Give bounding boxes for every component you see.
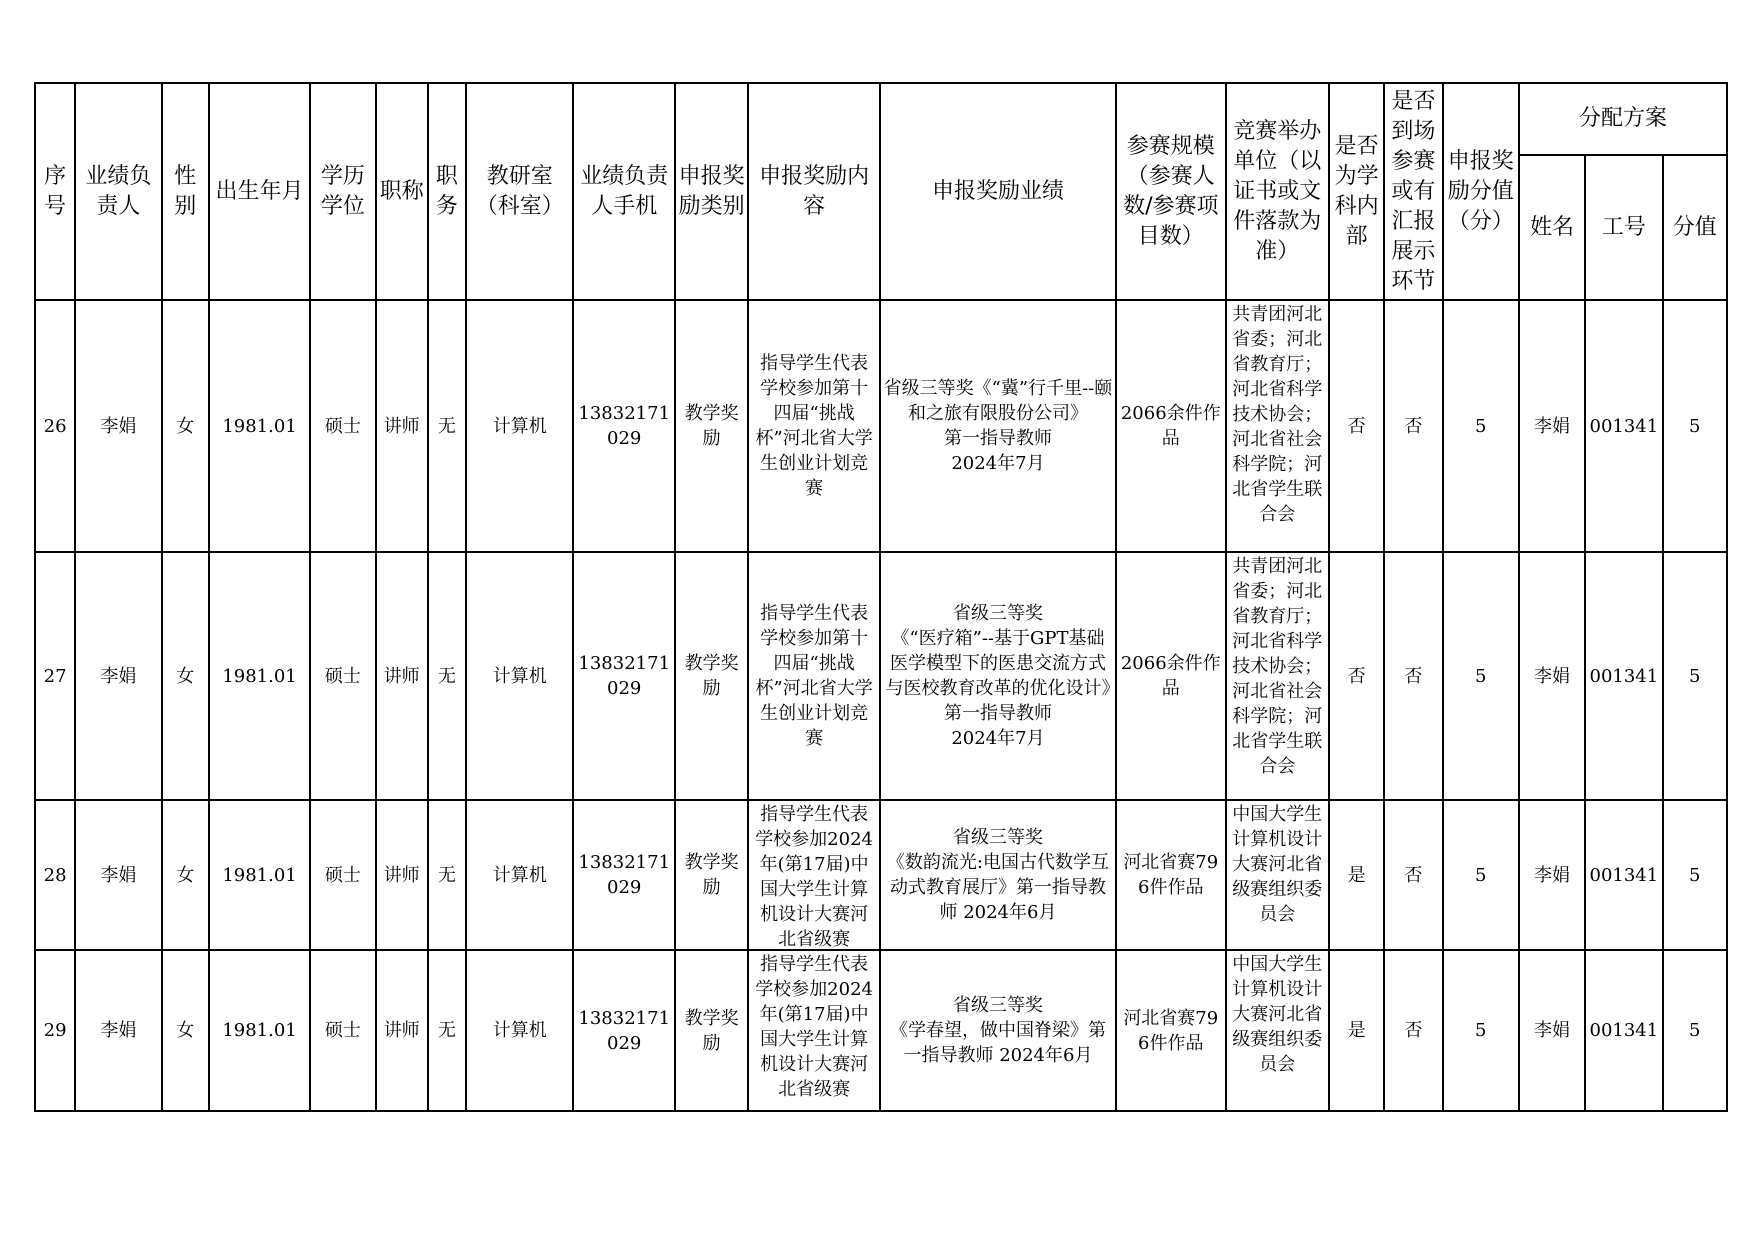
cell-onsite (1384, 552, 1442, 800)
cell-title (376, 950, 428, 1111)
col-header-gender: 性别 (162, 83, 209, 300)
col-header-seq: 序号 (35, 83, 75, 300)
achievement-line: 2024年7月 (951, 728, 1045, 749)
cell-post (428, 950, 466, 1111)
cell-text: 26 (43, 415, 67, 437)
col-header-scale: 参赛规模（参赛人数/参赛项目数） (1116, 83, 1226, 300)
col-header-degree: 学历学位 (310, 83, 375, 300)
cell-gender (162, 950, 209, 1111)
cell-degree (310, 552, 375, 800)
cell-text: 001341 (1589, 415, 1659, 437)
cell-seq (35, 552, 75, 800)
cell-birth (209, 800, 310, 950)
cell-score (1443, 300, 1519, 552)
cell-gender (162, 300, 209, 552)
cell-text: 硕士 (324, 864, 361, 886)
cell-category (675, 800, 748, 950)
cell-text: 讲师 (383, 415, 420, 437)
cell-text: 5 (1474, 864, 1487, 886)
cell-leader (75, 800, 161, 950)
cell-scale (1116, 950, 1226, 1111)
cell-birth (209, 950, 310, 1111)
cell-text: 共青团河北省委；河北省教育厅；河北省科学技术协会；河北省社会科学院；河北省学生联合会 (1232, 556, 1323, 777)
cell-score (1443, 552, 1519, 800)
cell-text: 计算机 (492, 665, 547, 687)
cell-text: 否 (1347, 415, 1366, 437)
cell-gender (162, 800, 209, 950)
cell-post (428, 300, 466, 552)
cell-text: 001341 (1589, 864, 1659, 886)
col-header-organizer: 竞赛举办单位（以证书或文件落款为准） (1226, 83, 1329, 300)
cell-category (675, 552, 748, 800)
cell-text: 河北省赛796件作品 (1123, 852, 1219, 898)
cell-text: 硕士 (324, 1020, 361, 1041)
cell-text: 教学奖励 (684, 1007, 739, 1054)
cell-text: 女 (176, 1020, 195, 1041)
cell-content (748, 950, 880, 1111)
cell-organizer (1226, 950, 1329, 1111)
cell-text: 13832171029 (578, 1007, 671, 1054)
cell-alloc-name (1519, 552, 1585, 800)
achievement-line: 省级三等奖 (952, 603, 1043, 624)
col-header-phone: 业绩负责人手机 (573, 83, 674, 300)
achievement-line: 省级三等奖 (952, 995, 1043, 1016)
cell-organizer (1226, 552, 1329, 800)
cell-text: 否 (1404, 1020, 1423, 1041)
cell-text: 5 (1474, 665, 1487, 687)
cell-content (748, 800, 880, 950)
cell-birth (209, 300, 310, 552)
cell-text: 女 (176, 665, 195, 687)
cell-text: 2066余件作品 (1120, 403, 1221, 449)
cell-degree (310, 950, 375, 1111)
table-row (35, 800, 1727, 950)
cell-dept (466, 300, 574, 552)
cell-content (748, 300, 880, 552)
cell-text: 共青团河北省委；河北省教育厅；河北省科学技术协会；河北省社会科学院；河北省学生联合会 (1232, 304, 1323, 525)
col-header-achievement: 申报奖励业绩 (880, 83, 1116, 300)
cell-organizer (1226, 300, 1329, 552)
table-row (35, 300, 1727, 552)
cell-text: 1981.01 (222, 1020, 297, 1041)
col-header-alloc-id: 工号 (1585, 155, 1662, 300)
cell-achievement (880, 300, 1116, 552)
cell-text: 无 (437, 415, 456, 437)
col-header-allocation: 分配方案 (1519, 83, 1727, 155)
cell-dept (466, 552, 574, 800)
cell-text: 001341 (1589, 1020, 1659, 1041)
col-header-dept: 教研室（科室） (466, 83, 574, 300)
cell-scale (1116, 800, 1226, 950)
cell-alloc-id (1585, 950, 1662, 1111)
cell-seq (35, 300, 75, 552)
cell-text: 5 (1689, 415, 1701, 437)
cell-text: 是 (1347, 864, 1366, 886)
cell-category (675, 950, 748, 1111)
cell-text: 女 (176, 415, 195, 437)
cell-text: 指导学生代表学校参加2024年(第17届)中国大学生计算机设计大赛河北省级赛 (755, 954, 873, 1100)
cell-text: 讲师 (383, 665, 420, 687)
cell-scale (1116, 552, 1226, 800)
cell-text: 李娟 (100, 1020, 137, 1041)
cell-text: 河北省赛796件作品 (1123, 1007, 1219, 1054)
cell-text: 计算机 (492, 1020, 547, 1041)
cell-alloc-name (1519, 800, 1585, 950)
cell-text: 1981.01 (222, 665, 297, 687)
cell-leader (75, 552, 161, 800)
cell-onsite (1384, 300, 1442, 552)
cell-phone (573, 800, 674, 950)
cell-text: 李娟 (1534, 665, 1571, 687)
cell-text: 无 (437, 1020, 456, 1041)
cell-achievement (880, 800, 1116, 950)
cell-text: 讲师 (383, 864, 420, 886)
header-row (35, 83, 1727, 155)
col-header-leader: 业绩负责人 (75, 83, 161, 300)
cell-text: 指导学生代表学校参加2024年(第17届)中国大学生计算机设计大赛河北省级赛 (755, 804, 873, 948)
cell-phone (573, 950, 674, 1111)
cell-birth (209, 552, 310, 800)
cell-text: 2066余件作品 (1120, 653, 1221, 699)
cell-text: 5 (1689, 1020, 1701, 1041)
cell-post (428, 552, 466, 800)
col-header-alloc-score: 分值 (1663, 155, 1727, 300)
cell-text: 无 (437, 864, 456, 886)
col-header-title: 职称 (376, 83, 428, 300)
cell-degree (310, 300, 375, 552)
cell-text: 否 (1347, 665, 1366, 687)
cell-text: 5 (1474, 1020, 1487, 1041)
table-row (35, 552, 1727, 800)
cell-internal (1329, 800, 1384, 950)
cell-internal (1329, 552, 1384, 800)
col-header-score: 申报奖励分值（分） (1443, 83, 1519, 300)
cell-score (1443, 950, 1519, 1111)
cell-phone (573, 552, 674, 800)
cell-text: 无 (437, 665, 456, 687)
cell-alloc-score (1663, 800, 1727, 950)
cell-text: 李娟 (100, 864, 137, 886)
table-body (35, 300, 1727, 1111)
cell-text: 硕士 (324, 665, 361, 687)
cell-internal (1329, 300, 1384, 552)
cell-seq (35, 800, 75, 950)
cell-text: 女 (176, 864, 195, 886)
table-row (35, 950, 1727, 1111)
cell-text: 001341 (1589, 665, 1659, 687)
cell-text: 13832171029 (578, 653, 671, 699)
cell-internal (1329, 950, 1384, 1111)
cell-text: 5 (1689, 665, 1701, 687)
cell-text: 5 (1689, 864, 1701, 886)
cell-title (376, 800, 428, 950)
col-header-onsite: 是否到场参赛或有汇报展示环节 (1384, 83, 1442, 300)
cell-text: 李娟 (1534, 415, 1571, 437)
col-header-content: 申报奖励内容 (748, 83, 880, 300)
cell-text: 计算机 (492, 415, 547, 437)
cell-title (376, 552, 428, 800)
cell-text: 教学奖励 (684, 403, 739, 449)
cell-text: 29 (43, 1020, 67, 1041)
cell-degree (310, 800, 375, 950)
cell-content (748, 552, 880, 800)
achievement-line: 省级三等奖《“冀”行千里--颐和之旅有限股份公司》 (883, 378, 1113, 424)
cell-text: 13832171029 (578, 852, 671, 898)
cell-onsite (1384, 800, 1442, 950)
achievement-line: 省级三等奖 (952, 827, 1043, 848)
cell-alloc-name (1519, 950, 1585, 1111)
cell-text: 李娟 (100, 665, 137, 687)
cell-text: 1981.01 (222, 864, 297, 886)
cell-post (428, 800, 466, 950)
cell-text: 李娟 (100, 415, 137, 437)
award-table (34, 82, 1728, 1112)
cell-text: 讲师 (383, 1020, 420, 1041)
col-header-category: 申报奖励类别 (675, 83, 748, 300)
cell-text: 否 (1404, 665, 1423, 687)
col-header-post: 职务 (428, 83, 466, 300)
cell-text: 计算机 (492, 864, 547, 886)
cell-text: 1981.01 (222, 415, 297, 437)
cell-text: 中国大学生计算机设计大赛河北省级赛组织委员会 (1232, 804, 1323, 925)
achievement-line: 《“医疗箱”--基于GPT基础医学模型下的医患交流方式与医校教育改革的优化设计》第一指导教师 (885, 628, 1111, 724)
achievement-line: 《数韵流光:电国古代数学互动式教育展厅》第一指导教师 2024年6月 (886, 852, 1109, 923)
cell-text: 28 (43, 864, 67, 886)
cell-text: 13832171029 (578, 403, 671, 449)
cell-text: 5 (1474, 415, 1487, 437)
cell-seq (35, 950, 75, 1111)
cell-text: 硕士 (324, 415, 361, 437)
cell-text: 是 (1347, 1020, 1366, 1041)
cell-achievement (880, 950, 1116, 1111)
cell-alloc-name (1519, 300, 1585, 552)
cell-phone (573, 300, 674, 552)
cell-text: 教学奖励 (684, 852, 739, 898)
achievement-line: 2024年7月 (951, 453, 1045, 474)
cell-category (675, 300, 748, 552)
cell-alloc-score (1663, 950, 1727, 1111)
cell-leader (75, 300, 161, 552)
cell-organizer (1226, 800, 1329, 950)
cell-alloc-id (1585, 300, 1662, 552)
col-header-internal: 是否为学科内部 (1329, 83, 1384, 300)
cell-alloc-id (1585, 552, 1662, 800)
achievement-line: 第一指导教师 (943, 428, 1052, 449)
cell-onsite (1384, 950, 1442, 1111)
cell-leader (75, 950, 161, 1111)
col-header-birth: 出生年月 (209, 83, 310, 300)
cell-alloc-id (1585, 800, 1662, 950)
cell-text: 中国大学生计算机设计大赛河北省级赛组织委员会 (1232, 954, 1323, 1075)
cell-text: 否 (1404, 864, 1423, 886)
cell-scale (1116, 300, 1226, 552)
col-header-alloc-name: 姓名 (1519, 155, 1585, 300)
cell-dept (466, 950, 574, 1111)
cell-text: 否 (1404, 415, 1423, 437)
cell-score (1443, 800, 1519, 950)
cell-text: 27 (43, 665, 67, 687)
cell-achievement (880, 552, 1116, 800)
cell-gender (162, 552, 209, 800)
cell-text: 李娟 (1534, 1020, 1571, 1041)
cell-text: 指导学生代表学校参加第十四届“挑战杯”河北省大学生创业计划竞赛 (755, 603, 873, 749)
cell-dept (466, 800, 574, 950)
cell-text: 教学奖励 (684, 653, 739, 699)
cell-text: 指导学生代表学校参加第十四届“挑战杯”河北省大学生创业计划竞赛 (755, 353, 873, 499)
achievement-line: 《学春望，做中国脊梁》第一指导教师 2024年6月 (889, 1020, 1106, 1066)
cell-alloc-score (1663, 552, 1727, 800)
cell-text: 李娟 (1534, 864, 1571, 886)
cell-alloc-score (1663, 300, 1727, 552)
cell-title (376, 300, 428, 552)
